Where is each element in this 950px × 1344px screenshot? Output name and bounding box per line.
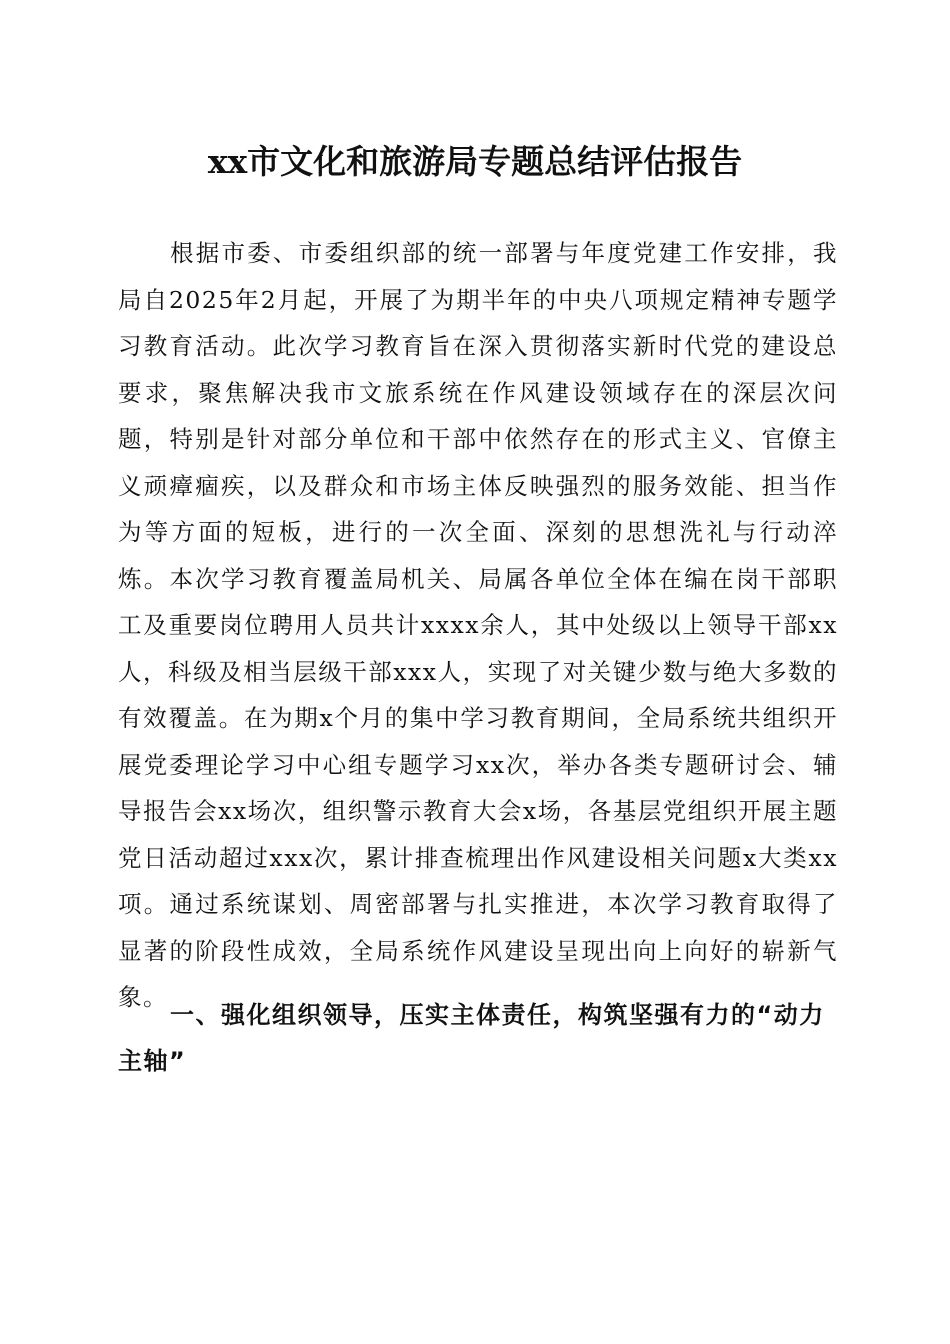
section-heading-1: 一、强化组织领导，压实主体责任，构筑坚强有力的“动力主轴” [118, 1001, 825, 1075]
document-title: xx市文化和旅游局专题总结评估报告 [207, 142, 743, 181]
intro-paragraph: 根据市委、市委组织部的统一部署与年度党建工作安排，我局自2025年2月起，开展了为期半年的中央八项规定精神专题学习教育活动。此次学习教育旨在深入贯彻落实新时代党的建设总要求，聚焦解决我市文旅系统在作风建设领域存在的深层次问题，特别是针对部分单位和干部中依然存在的形式主义、官僚主义顽瘴痼疾，以及群众和市场主体反映强烈的服务效能、担当作为等方面的短板，进行的一次全面、深刻的思想洗礼与行动淬炼。本次学习教育覆盖局机关、局属各单位全体在编在岗干部职工及重要岗位聘用人员共计xxxx余人，其中处级以上领导干部xx人，科级及相当层级干部xxx人，实现了对关键少数与绝大多数的有效覆盖。在为期x个月的集中学习教育期间，全局系统共组织开展党委理论学习中心组专题学习xx次，举办各类专题研讨会、辅导报告会xx场次，组织警示教育大会x场，各基层党组织开展主题党日活动超过xxx次，累计排查梳理出作风建设相关问题x大类xx项。通过系统谋划、周密部署与扎实推进，本次学习教育取得了显著的阶段性成效，全局系统作风建设呈现出向上向好的崭新气象。 [118, 239, 838, 1011]
